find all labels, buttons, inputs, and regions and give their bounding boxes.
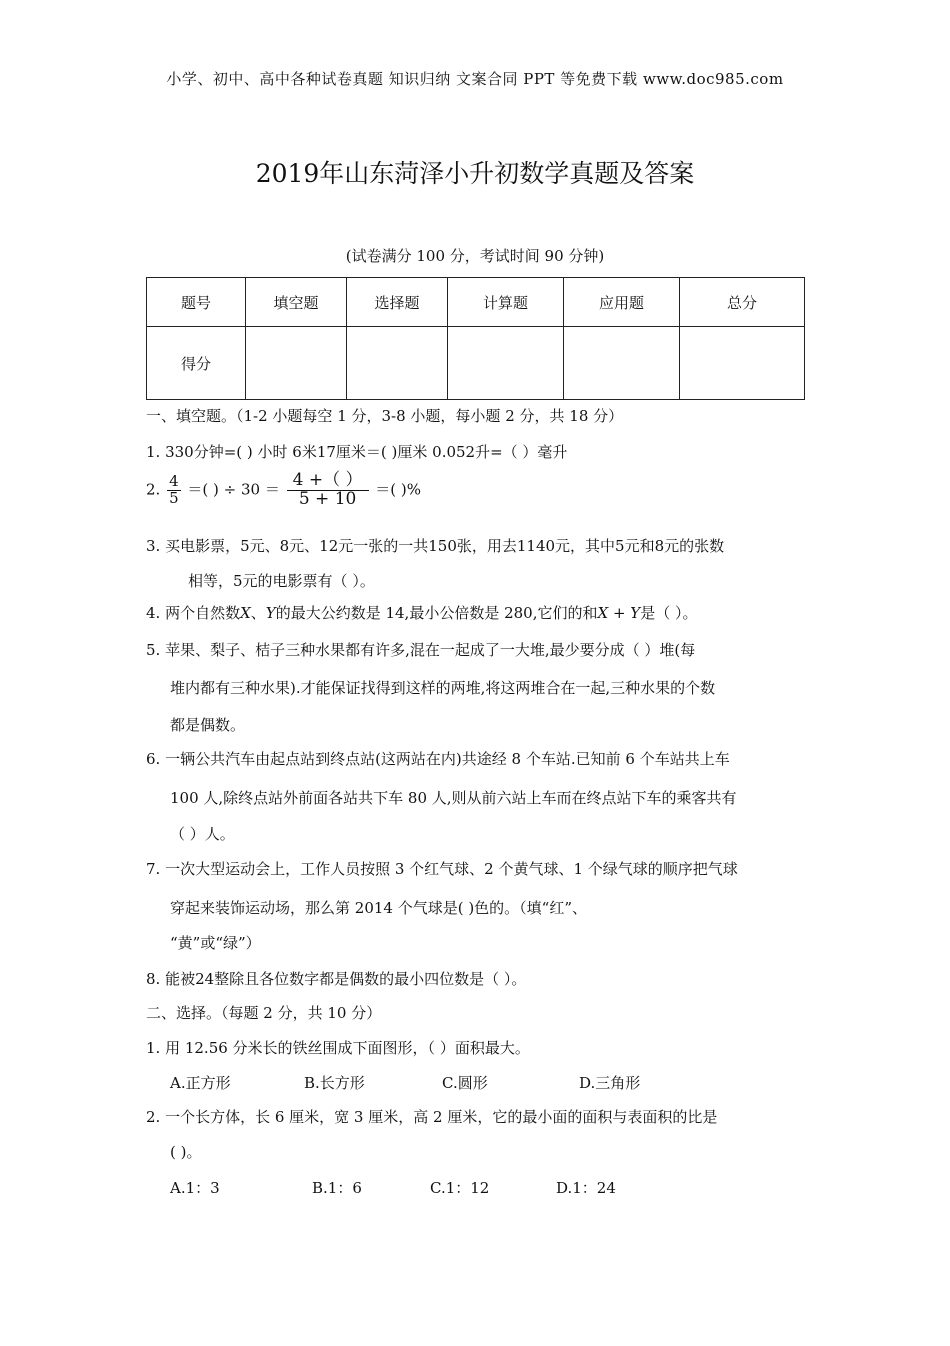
text-part: 4. 两个自然数 xyxy=(146,604,241,622)
fraction-numerator: 4 +（ ） xyxy=(287,472,369,491)
question-1-5-line2: 堆内都有三种水果).才能保证找得到这样的两堆,将这两堆合在一起,三种水果的个数 xyxy=(170,679,716,697)
header-cell: 题号 xyxy=(147,278,246,327)
question-1-6-line1: 6. 一辆公共汽车由起点站到终点站(这两站在内)共途经 8 个车站.已知前 6 个车站共上车 xyxy=(146,750,730,768)
score-table-score-row xyxy=(147,327,805,400)
header-cell: 填空题 xyxy=(246,278,347,327)
score-cell xyxy=(564,327,680,400)
equation-part: ＝( )% xyxy=(375,480,422,499)
question-1-3-line2: 相等，5元的电影票有（ ）。 xyxy=(188,572,375,590)
score-cell xyxy=(448,327,564,400)
fraction-blank xyxy=(287,472,369,509)
option-d: D.1：24 xyxy=(556,1179,616,1197)
question-1-5-line3: 都是偶数。 xyxy=(170,716,246,734)
question-1-6-line3: （ ）人。 xyxy=(170,825,235,843)
question-2-1-options xyxy=(170,1072,640,1093)
question-1-3-line1: 3. 买电影票，5元、8元、12元一张的一共150张，用去1140元，其中5元和8元的张数 xyxy=(146,537,725,555)
exam-info: (试卷满分 100 分，考试时间 90 分钟) xyxy=(345,247,605,265)
fraction-denominator: 5 + 10 xyxy=(298,488,357,509)
text-part: 的最大公约数是 14,最小公倍数是 280,它们的和 xyxy=(275,604,598,622)
page-title: 2019年山东菏泽小升初数学真题及答案 xyxy=(255,159,695,188)
fraction-denominator: 5 xyxy=(169,488,179,507)
page-header: 小学、初中、高中各种试卷真题 知识归纳 文案合同 PPT 等免费下载 www.doc985.com xyxy=(166,70,784,88)
header-cell: 选择题 xyxy=(347,278,448,327)
score-cell xyxy=(246,327,347,400)
question-1-4 xyxy=(146,602,697,623)
option-b: B.1：6 xyxy=(312,1179,362,1197)
text-part: 是（ ）。 xyxy=(640,604,698,622)
score-row-label: 得分 xyxy=(147,327,246,400)
option-a: A.正方形 xyxy=(170,1074,231,1092)
question-2-2-line2: ( )。 xyxy=(170,1143,202,1161)
variable-x: X xyxy=(240,604,251,622)
option-a: A.1：3 xyxy=(170,1179,220,1197)
score-cell xyxy=(347,327,448,400)
option-c: C.圆形 xyxy=(442,1074,488,1092)
section1-heading: 一、填空题。（1-2 小题每空 1 分，3-8 小题，每小题 2 分，共 18 分） xyxy=(146,407,624,425)
variable-y: Y xyxy=(265,604,276,622)
question-1-1: 1. 330分钟=( ) 小时 6米17厘米＝( )厘米 0.052升=（ ）毫升 xyxy=(146,443,568,461)
question-1-2 xyxy=(146,472,421,509)
score-table xyxy=(146,277,805,400)
section2-heading: 二、选择。（每题 2 分，共 10 分） xyxy=(146,1004,382,1022)
question-2-2-options xyxy=(170,1177,616,1198)
option-c: C.1：12 xyxy=(430,1179,490,1197)
header-cell: 总分 xyxy=(680,278,805,327)
option-d: D.三角形 xyxy=(579,1074,641,1092)
header-cell: 计算题 xyxy=(448,278,564,327)
question-1-7-line2: 穿起来装饰运动场，那么第 2014 个气球是( )色的。（填“红”、 xyxy=(170,899,588,917)
fraction-4-5 xyxy=(167,474,181,507)
equation-part: ＝( ) ÷ 30 ＝ xyxy=(187,480,280,499)
expression-x-plus-y: X + Y xyxy=(597,604,641,622)
score-table-header-row xyxy=(147,278,805,327)
fraction-numerator: 4 xyxy=(169,472,179,491)
option-b: B.长方形 xyxy=(304,1074,365,1092)
question-2-1: 1. 用 12.56 分米长的铁丝围成下面图形，（ ）面积最大。 xyxy=(146,1039,530,1057)
question-2-2-line1: 2. 一个长方体，长 6 厘米，宽 3 厘米，高 2 厘米，它的最小面的面积与表面积的比是 xyxy=(146,1108,718,1126)
text-part: 、 xyxy=(250,604,266,622)
question-1-7-line1: 7. 一次大型运动会上，工作人员按照 3 个红气球、2 个黄气球、1 个绿气球的顺序把气球 xyxy=(146,860,738,878)
question-1-6-line2: 100 人,除终点站外前面各站共下车 80 人,则从前六站上车而在终点站下车的乘客共有 xyxy=(170,789,737,807)
question-number: 2. xyxy=(146,480,161,499)
header-cell: 应用题 xyxy=(564,278,680,327)
question-1-8: 8. 能被24整除且各位数字都是偶数的最小四位数是（ ）。 xyxy=(146,970,527,988)
question-1-7-line3: “黄”或“绿”） xyxy=(170,934,261,952)
score-cell xyxy=(680,327,805,400)
question-1-5-line1: 5. 苹果、梨子、桔子三种水果都有许多,混在一起成了一大堆,最少要分成（ ）堆(每 xyxy=(146,641,696,659)
